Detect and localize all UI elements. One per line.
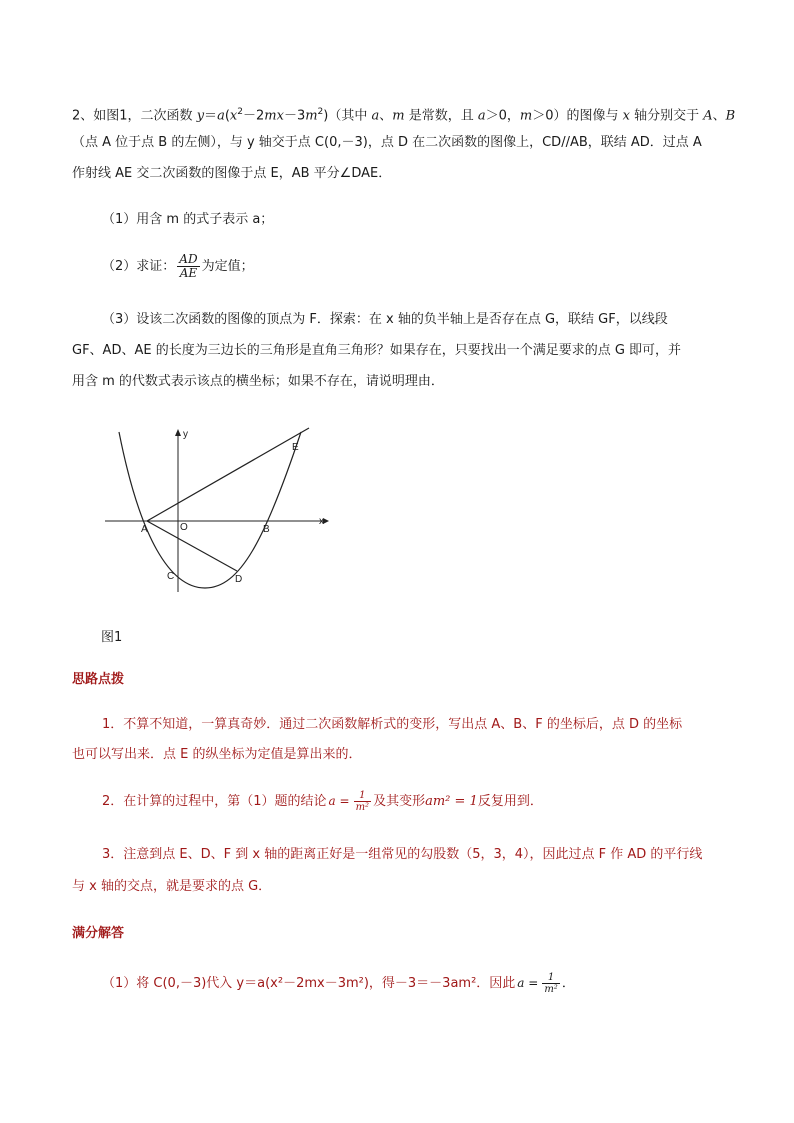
problem-line-2: （点 A 位于点 B 的左侧），与 y 轴交于点 C(0,－3)，点 D 在二次函数的图像上，CD//AB，联结 AD．过点 A	[72, 135, 702, 150]
question-2: （2）求证： $\frac{AD}{AE}$ 为定值；	[102, 252, 254, 280]
segment-ad	[147, 521, 237, 571]
hint-3-line-2: 与 x 轴的交点，就是要求的点 G．	[72, 879, 272, 894]
label-e: E	[292, 442, 299, 453]
y-axis-arrow	[175, 429, 181, 436]
hint-2: 2．在计算的过程中，第（1）题的结论 a = $\frac{1}{\text{m²}}$ 及其变形am² = 1反复用到．	[102, 790, 543, 813]
question-3-line-3: 用含 m 的代数式表示该点的横坐标；如果不存在，请说明理由．	[72, 374, 444, 389]
label-o: O	[180, 522, 188, 533]
ray-ae	[147, 428, 309, 521]
hint-1-line-2: 也可以写出来．点 E 的纵坐标为定值是算出来的．	[72, 747, 362, 762]
fraction-a-solution: $\frac{1}{\text{m²}}$	[544, 972, 558, 995]
label-x: x	[319, 516, 324, 527]
label-d: D	[235, 574, 243, 585]
question-3-line-2: GF、AD、AE 的长度为三边长的三角形是直角三角形？如果存在，只要找出一个满足要求的点 G 即可，并	[72, 343, 682, 358]
hints-heading: 思路点拨	[72, 672, 125, 687]
fraction-one-over-m2: $\frac{1}{\text{m²}}$	[355, 790, 370, 813]
label-c: C	[167, 571, 175, 582]
label-a: A	[141, 524, 148, 535]
problem-line-1: 2、如图1，二次函数 $y=a(x^2-2mx-3m^2)$（其中 a、m 是常数，且 a＞0，m＞0）的图像与 x 轴分别交于 A、B	[72, 107, 736, 124]
solution-heading: 满分解答	[72, 926, 125, 941]
question-1: （1）用含 m 的式子表示 a；	[102, 212, 274, 227]
question-3-line-1: （3）设该二次函数的图像的顶点为 F．探索：在 x 轴的负半轴上是否存在点 G，联结 GF，以线段	[102, 312, 668, 327]
parabola-figure	[95, 420, 335, 600]
figure-caption: 图1	[101, 630, 123, 645]
fraction-ad-ae: $\frac{AD}{AE}$	[179, 252, 198, 280]
label-y: y	[183, 429, 188, 440]
parabola-curve	[119, 432, 301, 588]
hint-3-line-1: 3．注意到点 E、D、F 到 x 轴的距离正好是一组常见的勾股数（5，3，4），因此过点 F 作 AD 的平行线	[102, 847, 703, 862]
hint-1-line-1: 1．不算不知道，一算真奇妙．通过二次函数解析式的变形，写出点 A、B、F 的坐标后，点 D 的坐标	[102, 717, 683, 732]
problem-line-3: 作射线 AE 交二次函数的图像于点 E，AB 平分∠DAE．	[72, 166, 392, 181]
label-b: B	[263, 524, 270, 535]
solution-1: （1）将 C(0,－3)代入 y＝a(x²－2mx－3m²)，得－3＝－3am²．因此 a = $\frac{1}{\text{m²}}$ ．	[102, 972, 575, 995]
